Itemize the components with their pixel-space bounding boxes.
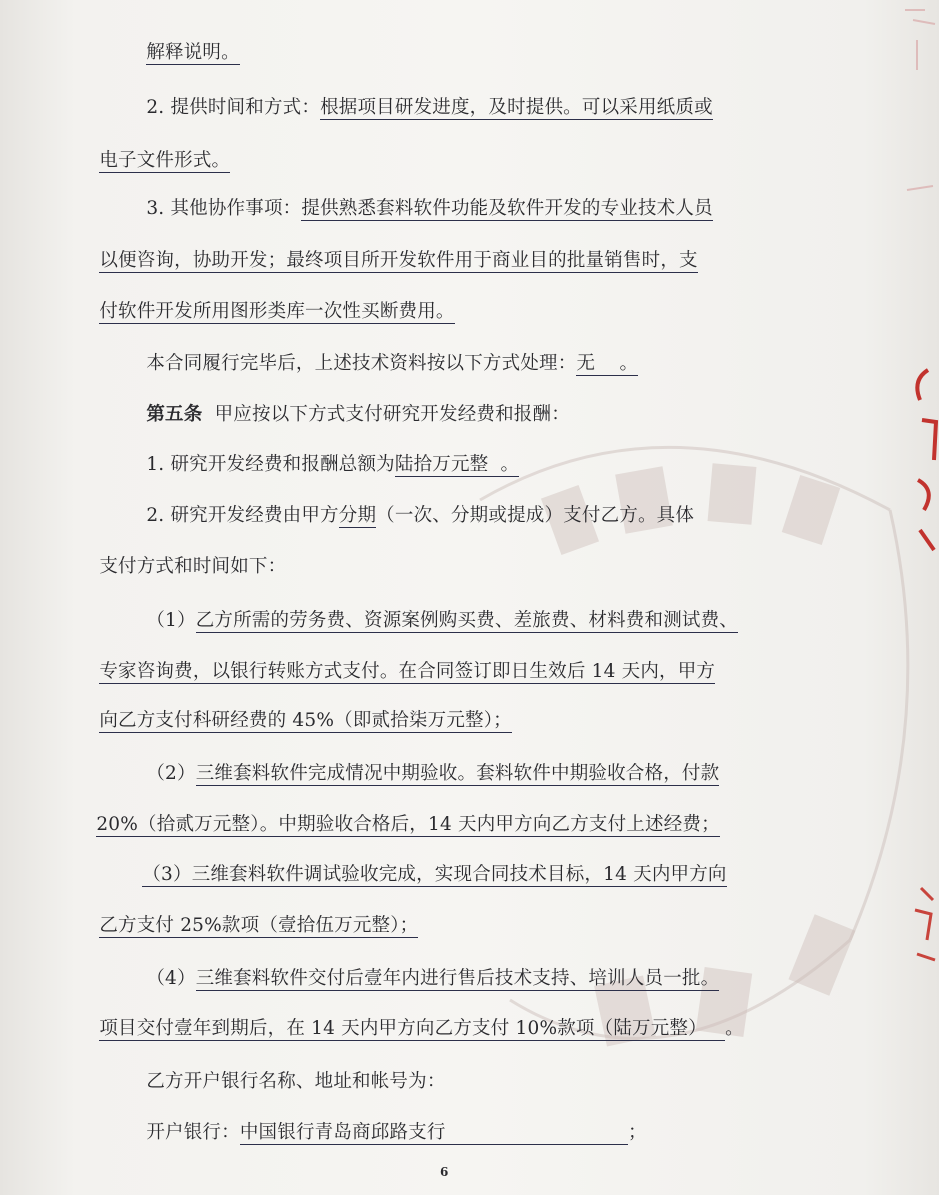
text-line-13: 专家咨询费，以银行转账方式支付。在合同签订即日生效后 14 天内，甲方 xyxy=(99,661,716,682)
text-line-9: 1. 研究开发经费和报酬总额为陆拾万元整 。 xyxy=(146,454,520,475)
text-line-5: 以便咨询，协助开发；最终项目所开发软件用于商业目的批量销售时，支 xyxy=(99,250,698,271)
article-five-heading: 第五条 甲应按以下方式支付研究开发经费和报酬： xyxy=(146,404,570,425)
text-line-3: 电子文件形式。 xyxy=(99,150,231,171)
text-line-4: 3. 其他协作事项：提供熟悉套料软件功能及软件开发的专业技术人员 xyxy=(146,198,713,219)
text-line-16: 20%（拾贰万元整）。中期验收合格后，14 天内甲方向乙方支付上述经费； xyxy=(96,814,720,835)
text-line-14: 向乙方支付科研经费的 45%（即贰拾柒万元整）； xyxy=(99,710,512,731)
text-line-18: 乙方支付 25%款项（壹拾伍万元整）； xyxy=(99,915,419,936)
text-line-7: 本合同履行完毕后，上述技术资料按以下方式处理：无 。 xyxy=(146,353,639,374)
page-number: 6 xyxy=(440,1165,449,1179)
text-line-6: 付软件开发所用图形类库一次性买断费用。 xyxy=(99,301,455,322)
text-line-12: （1）乙方所需的劳务费、资源案例购买费、差旅费、材料费和测试费、 xyxy=(146,610,739,631)
edge-seal-mark-top xyxy=(895,0,939,200)
text-line-15: （2）三维套料软件完成情况中期验收。套料软件中期验收合格，付款 xyxy=(146,763,720,784)
text-line-19: （4）三维套料软件交付后壹年内进行售后技术支持、培训人员一批。 xyxy=(146,968,720,989)
text-line-11: 支付方式和时间如下： xyxy=(99,556,287,577)
text-line-2: 2. 提供时间和方式：根据项目研发进度，及时提供。可以采用纸质或 xyxy=(146,97,713,118)
text-line-20: 项目交付壹年到期后，在 14 天内甲方向乙方支付 10%款项（陆万元整） 。 xyxy=(99,1018,744,1039)
edge-seal-mark-low xyxy=(905,880,939,980)
edge-seal-mark-mid xyxy=(908,360,939,560)
text-line-10: 2. 研究开发经费由甲方分期（一次、分期或提成）支付乙方。具体 xyxy=(146,505,695,526)
text-line-17: （3）三维套料软件调试验收完成，实现合同技术目标，14 天内甲方向 xyxy=(142,864,727,885)
text-line-21: 乙方开户银行名称、地址和帐号为： xyxy=(146,1071,446,1092)
text-line-1: 解释说明。 xyxy=(146,42,240,63)
text-line-22: 开户银行：中国银行青岛商邱路支行 ； xyxy=(146,1122,647,1143)
